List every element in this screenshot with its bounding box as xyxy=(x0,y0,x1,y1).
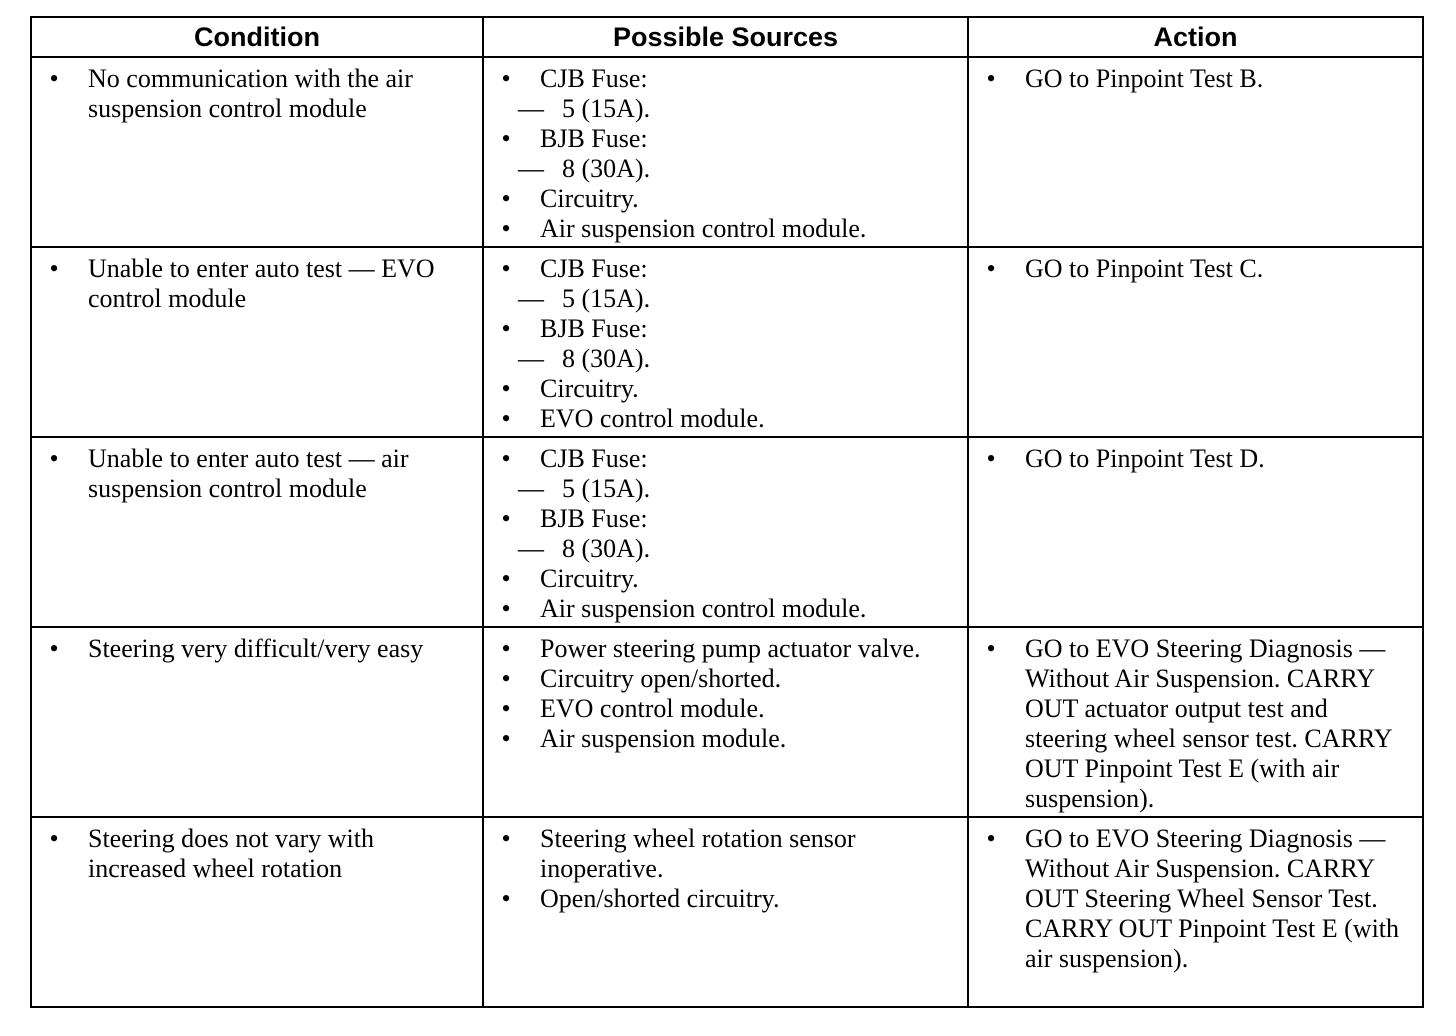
source-item xyxy=(496,664,957,694)
source-item-text: BJB Fuse: xyxy=(540,314,648,343)
bullet-icon: • xyxy=(986,64,996,93)
source-item-text: Air suspension control module. xyxy=(540,594,867,623)
sources-cell xyxy=(483,57,968,247)
bullet-icon: • xyxy=(501,504,511,533)
condition-item xyxy=(44,634,472,664)
bullet-icon: • xyxy=(49,634,59,663)
action-item-text: GO to Pinpoint Test D. xyxy=(1025,444,1265,473)
condition-cell xyxy=(31,817,483,1007)
sources-cell xyxy=(483,437,968,627)
bullet-icon: • xyxy=(49,64,59,93)
bullet-icon: • xyxy=(501,214,511,243)
action-item-text: GO to Pinpoint Test B. xyxy=(1025,64,1264,93)
condition-item xyxy=(44,824,472,884)
bullet-icon: • xyxy=(986,824,996,853)
action-item xyxy=(981,64,1412,94)
source-item xyxy=(496,594,957,624)
action-item-text: GO to EVO Steering Diagnosis — Without Air Suspension. CARRY OUT Steering Wheel Sensor Test. CARRY OUT Pinpoint Test E (with air suspension). xyxy=(1025,824,1400,973)
dash-icon: — xyxy=(518,344,544,373)
table-row xyxy=(31,437,1423,627)
source-item xyxy=(496,504,957,534)
source-item-text: BJB Fuse: xyxy=(540,504,648,533)
bullet-icon: • xyxy=(501,374,511,403)
source-item-text: CJB Fuse: xyxy=(540,64,648,93)
source-subitem-text: 8 (30A). xyxy=(562,344,651,373)
bullet-icon: • xyxy=(986,444,996,473)
action-item-text: GO to EVO Steering Diagnosis — Without Air Suspension. CARRY OUT actuator output test and steering wheel sensor test. CARRY OUT Pinpoint Test E (with air suspension). xyxy=(1025,634,1392,813)
condition-item-text: Unable to enter auto test — EVO control module xyxy=(88,254,435,313)
condition-cell xyxy=(31,627,483,817)
condition-cell xyxy=(31,247,483,437)
condition-item-text: Unable to enter auto test — air suspension control module xyxy=(88,444,409,503)
bullet-icon: • xyxy=(501,884,511,913)
header-row xyxy=(31,17,1423,57)
dash-icon: — xyxy=(518,534,544,563)
action-cell xyxy=(968,247,1423,437)
source-subitem xyxy=(496,474,957,504)
source-item xyxy=(496,124,957,154)
bullet-icon: • xyxy=(501,694,511,723)
bullet-icon: • xyxy=(49,254,59,283)
source-item xyxy=(496,374,957,404)
source-subitem-text: 8 (30A). xyxy=(562,534,651,563)
diagnosis-table xyxy=(30,16,1424,1008)
source-item-text: EVO control module. xyxy=(540,694,765,723)
action-item-text: GO to Pinpoint Test C. xyxy=(1025,254,1264,283)
dash-icon: — xyxy=(518,94,544,123)
source-subitem xyxy=(496,94,957,124)
action-cell xyxy=(968,627,1423,817)
table-body xyxy=(31,57,1423,1007)
bullet-icon: • xyxy=(501,404,511,433)
bullet-icon: • xyxy=(501,824,511,853)
condition-item xyxy=(44,64,472,124)
dash-icon: — xyxy=(518,474,544,503)
source-item-text: Circuitry open/shorted. xyxy=(540,664,782,693)
bullet-icon: • xyxy=(501,314,511,343)
action-item xyxy=(981,444,1412,474)
source-item xyxy=(496,884,957,914)
bullet-icon: • xyxy=(501,124,511,153)
source-item-text: Air suspension module. xyxy=(540,724,787,753)
source-item xyxy=(496,64,957,94)
source-item xyxy=(496,694,957,724)
bullet-icon: • xyxy=(501,254,511,283)
source-item-text: Circuitry. xyxy=(540,564,639,593)
table-row xyxy=(31,627,1423,817)
source-subitem xyxy=(496,344,957,374)
bullet-icon: • xyxy=(501,64,511,93)
source-subitem xyxy=(496,284,957,314)
bullet-icon: • xyxy=(49,444,59,473)
bullet-icon: • xyxy=(501,444,511,473)
source-item-text: Steering wheel rotation sensor inoperative. xyxy=(540,824,856,883)
table-row xyxy=(31,57,1423,247)
action-cell xyxy=(968,437,1423,627)
source-item xyxy=(496,634,957,664)
source-item-text: Circuitry. xyxy=(540,184,639,213)
source-item-text: EVO control module. xyxy=(540,404,765,433)
source-subitem-text: 5 (15A). xyxy=(562,474,651,503)
bullet-icon: • xyxy=(501,564,511,593)
sources-cell xyxy=(483,817,968,1007)
dash-icon: — xyxy=(518,284,544,313)
source-subitem xyxy=(496,534,957,564)
bullet-icon: • xyxy=(501,184,511,213)
source-item xyxy=(496,214,957,244)
bullet-icon: • xyxy=(501,724,511,753)
source-item xyxy=(496,824,957,884)
header-action: Action xyxy=(968,17,1423,57)
source-item-text: CJB Fuse: xyxy=(540,254,648,283)
source-item-text: BJB Fuse: xyxy=(540,124,648,153)
sources-cell xyxy=(483,247,968,437)
action-item xyxy=(981,824,1412,974)
source-subitem-text: 8 (30A). xyxy=(562,154,651,183)
source-item xyxy=(496,724,957,754)
bullet-icon: • xyxy=(501,594,511,623)
bullet-icon: • xyxy=(986,634,996,663)
condition-item-text: No communication with the air suspension control module xyxy=(88,64,413,123)
source-item-text: Open/shorted circuitry. xyxy=(540,884,780,913)
source-item xyxy=(496,564,957,594)
source-item xyxy=(496,404,957,434)
condition-cell xyxy=(31,437,483,627)
header-possible-sources: Possible Sources xyxy=(483,17,968,57)
source-subitem xyxy=(496,154,957,184)
condition-item xyxy=(44,254,472,314)
action-item xyxy=(981,254,1412,284)
bullet-icon: • xyxy=(49,824,59,853)
bullet-icon: • xyxy=(501,634,511,663)
table-row xyxy=(31,817,1423,1007)
sources-cell xyxy=(483,627,968,817)
condition-item-text: Steering does not vary with increased wheel rotation xyxy=(88,824,374,883)
source-item-text: CJB Fuse: xyxy=(540,444,648,473)
source-item xyxy=(496,184,957,214)
bullet-icon: • xyxy=(501,664,511,693)
source-item-text: Air suspension control module. xyxy=(540,214,867,243)
source-item xyxy=(496,254,957,284)
source-subitem-text: 5 (15A). xyxy=(562,284,651,313)
condition-item xyxy=(44,444,472,504)
source-subitem-text: 5 (15A). xyxy=(562,94,651,123)
action-item xyxy=(981,634,1412,814)
action-cell xyxy=(968,57,1423,247)
condition-item-text: Steering very difficult/very easy xyxy=(88,634,424,663)
table-row xyxy=(31,247,1423,437)
bullet-icon: • xyxy=(986,254,996,283)
header-condition: Condition xyxy=(31,17,483,57)
dash-icon: — xyxy=(518,154,544,183)
action-cell xyxy=(968,817,1423,1007)
source-item-text: Circuitry. xyxy=(540,374,639,403)
condition-cell xyxy=(31,57,483,247)
source-item xyxy=(496,314,957,344)
source-item xyxy=(496,444,957,474)
source-item-text: Power steering pump actuator valve. xyxy=(540,634,921,663)
